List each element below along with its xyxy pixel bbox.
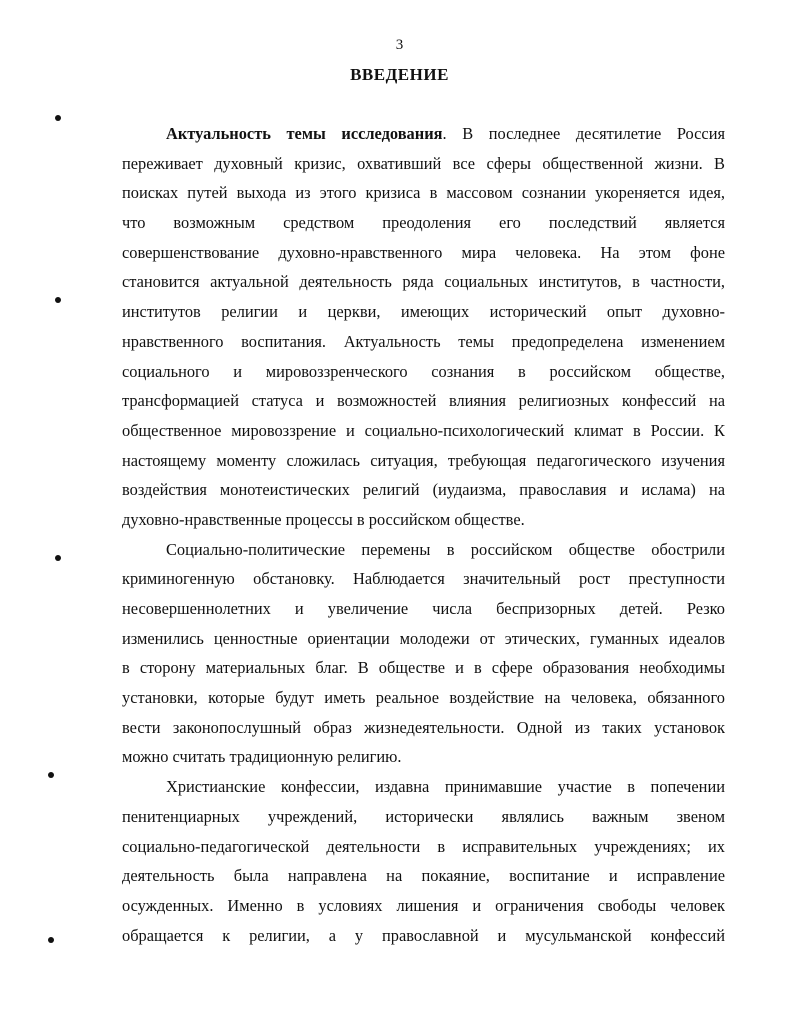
text-line: духовно-нравственные процессы в российском обществе.	[122, 509, 525, 529]
text-line: Христианские конфессии, издавна принимавшие участие в попечении	[166, 777, 725, 797]
text-line: в сторону материальных благ. В обществе и в сфере образования необходимы	[122, 658, 725, 678]
text-line: осужденных. Именно в условиях лишения и ограничения свободы человек	[122, 895, 725, 915]
text-line: трансформацией статуса и возможностей влияния религиозных конфессий на	[122, 391, 725, 411]
binder-hole-dot	[48, 772, 54, 778]
binder-hole-dot	[55, 115, 61, 121]
binder-hole-dot	[55, 555, 61, 561]
text-line: поисках путей выхода из этого кризиса в массовом сознании укореняется идея,	[122, 183, 725, 203]
text-line: обращается к религии, а у православной и мусульманской конфессий	[122, 925, 725, 945]
binder-hole-dot	[55, 297, 61, 303]
text-line: изменились ценностные ориентации молодежи от этических, гуманных идеалов	[122, 628, 725, 648]
paragraph-social-changes	[122, 535, 725, 773]
text-line: воздействия монотеистических религий (иудаизма, православия и ислама) на	[122, 480, 725, 500]
text-line: криминогенную обстановку. Наблюдается значительный рост преступности	[122, 569, 725, 589]
text-line: деятельность была направлена на покаяние, воспитание и исправление	[122, 866, 725, 886]
paragraph-christian-confessions	[122, 772, 725, 950]
text-line: общественное мировоззрение и социально-психологический климат в России. К	[122, 420, 725, 440]
text-line	[122, 119, 725, 149]
text-fragment: . В последнее десятилетие Россия	[442, 124, 726, 143]
page-title: ВВЕДЕНИЕ	[350, 65, 449, 84]
text-line: установки, которые будут иметь реальное воздействие на человека, обязанного	[122, 688, 725, 708]
text-line: институтов религии и церкви, имеющих исторический опыт духовно-	[122, 302, 725, 322]
paragraph-relevance	[122, 119, 725, 535]
text-line: можно считать традиционную религию.	[122, 747, 402, 767]
text-line: пенитенциарных учреждений, исторически являлись важным звеном	[122, 806, 725, 826]
binder-hole-dot	[48, 937, 54, 943]
text-line: вести законопослушный образ жизнедеятельности. Одной из таких установок	[122, 717, 725, 737]
text-line: настоящему моменту сложилась ситуация, требующая педагогического изучения	[122, 450, 725, 470]
body-text	[122, 119, 725, 950]
text-line: что возможным средством преодоления его последствий является	[122, 213, 725, 233]
text-line: социально-педагогической деятельности в исправительных учреждениях; их	[122, 836, 725, 856]
text-line: Социально-политические перемены в российском обществе обострили	[166, 539, 725, 559]
text-line: социального и мировоззренческого сознания в российском обществе,	[122, 361, 725, 381]
text-line: становится актуальной деятельность ряда социальных институтов, в частности,	[122, 272, 725, 292]
text-line: переживает духовный кризис, охвативший все сферы общественной жизни. В	[122, 153, 725, 173]
text-line: несовершеннолетних и увеличение числа беспризорных детей. Резко	[122, 599, 725, 618]
text-line: нравственного воспитания. Актуальность темы предопределена изменением	[122, 331, 725, 351]
text-line: совершенствование духовно-нравственного мира человека. На этом фоне	[122, 242, 725, 262]
bold-lead: Актуальность темы исследования	[166, 124, 443, 143]
page-number: 3	[395, 37, 404, 53]
